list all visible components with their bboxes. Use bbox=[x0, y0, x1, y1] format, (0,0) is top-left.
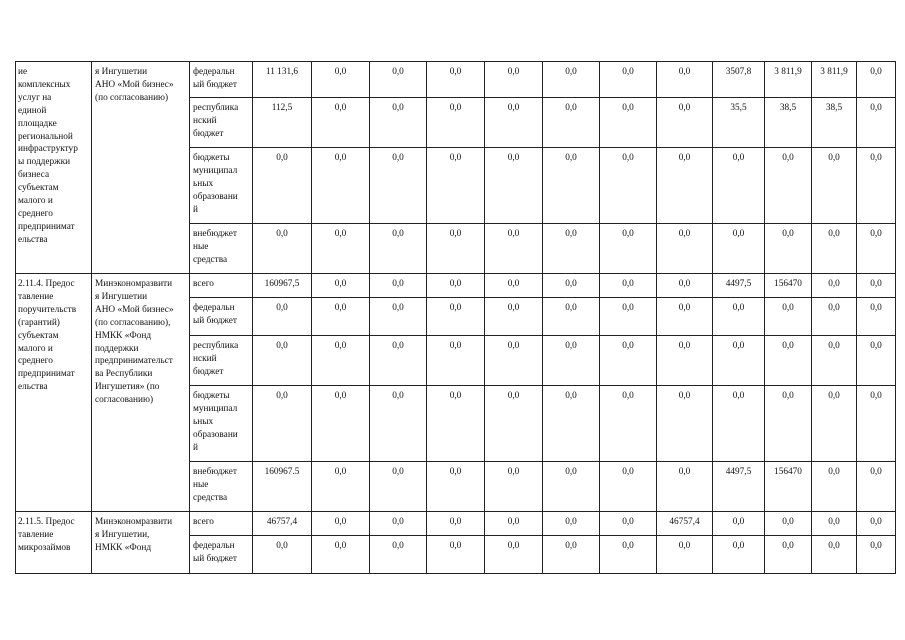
funding-source-cell: внебюджет ные средства bbox=[190, 462, 253, 512]
funding-source-cell: республика нский бюджет bbox=[190, 336, 253, 386]
value-cell: 0,0 bbox=[812, 298, 857, 336]
measure-name-cell: ие комплексных услуг на единой площадке региональной инфраструктур ы поддержки бизнеса субъектам малого и среднего предпринимат ельства bbox=[16, 62, 92, 274]
value-cell: 0,0 bbox=[543, 336, 600, 386]
value-cell: 0,0 bbox=[812, 274, 857, 298]
value-cell: 0,0 bbox=[370, 386, 427, 462]
value-cell: 0,0 bbox=[600, 386, 657, 462]
value-cell: 0,0 bbox=[812, 224, 857, 274]
value-cell: 0,0 bbox=[543, 148, 600, 224]
value-cell: 156470 bbox=[765, 462, 812, 512]
value-cell: 0,0 bbox=[543, 274, 600, 298]
value-cell: 0,0 bbox=[312, 386, 370, 462]
value-cell: 0,0 bbox=[485, 336, 543, 386]
value-cell: 4497,5 bbox=[713, 462, 765, 512]
value-cell: 0,0 bbox=[857, 224, 896, 274]
value-cell: 0,0 bbox=[600, 224, 657, 274]
value-cell: 0,0 bbox=[857, 512, 896, 536]
value-cell: 0,0 bbox=[600, 462, 657, 512]
value-cell: 0,0 bbox=[485, 298, 543, 336]
value-cell: 3 811,9 bbox=[812, 62, 857, 98]
value-cell: 0,0 bbox=[657, 298, 713, 336]
value-cell: 0,0 bbox=[765, 298, 812, 336]
value-cell: 0,0 bbox=[253, 298, 312, 336]
value-cell: 0,0 bbox=[543, 536, 600, 574]
value-cell: 0,0 bbox=[370, 512, 427, 536]
value-cell: 0,0 bbox=[657, 462, 713, 512]
value-cell: 0,0 bbox=[713, 536, 765, 574]
value-cell: 0,0 bbox=[713, 386, 765, 462]
value-cell: 38,5 bbox=[765, 98, 812, 148]
value-cell: 3 811,9 bbox=[765, 62, 812, 98]
value-cell: 0,0 bbox=[765, 386, 812, 462]
value-cell: 0,0 bbox=[427, 336, 485, 386]
value-cell: 3507,8 bbox=[713, 62, 765, 98]
value-cell: 0,0 bbox=[857, 536, 896, 574]
value-cell: 0,0 bbox=[485, 274, 543, 298]
value-cell: 0,0 bbox=[312, 274, 370, 298]
value-cell: 0,0 bbox=[253, 386, 312, 462]
value-cell: 0,0 bbox=[485, 536, 543, 574]
value-cell: 0,0 bbox=[657, 98, 713, 148]
value-cell: 11 131,6 bbox=[253, 62, 312, 98]
value-cell: 0,0 bbox=[657, 386, 713, 462]
value-cell: 0,0 bbox=[657, 336, 713, 386]
value-cell: 0,0 bbox=[765, 512, 812, 536]
value-cell: 0,0 bbox=[312, 336, 370, 386]
value-cell: 0,0 bbox=[543, 298, 600, 336]
value-cell: 0,0 bbox=[370, 148, 427, 224]
value-cell: 0,0 bbox=[657, 274, 713, 298]
value-cell: 0,0 bbox=[600, 98, 657, 148]
value-cell: 0,0 bbox=[427, 274, 485, 298]
executor-cell: Минэкономразвити я Ингушетии АНО «Мой бизнес» (по согласованию), НМКК «Фонд поддержки предпринимательст ва Республики Ингушетия» (по согласованию) bbox=[92, 274, 190, 512]
value-cell: 0,0 bbox=[427, 224, 485, 274]
executor-cell: я Ингушетии АНО «Мой бизнес» (по согласованию) bbox=[92, 62, 190, 274]
funding-source-cell: бюджеты муниципал ьных образовани й bbox=[190, 148, 253, 224]
value-cell: 0,0 bbox=[543, 512, 600, 536]
value-cell: 0,0 bbox=[427, 62, 485, 98]
value-cell: 0,0 bbox=[857, 148, 896, 224]
value-cell: 0,0 bbox=[812, 462, 857, 512]
value-cell: 0,0 bbox=[312, 298, 370, 336]
value-cell: 0,0 bbox=[765, 536, 812, 574]
value-cell: 0,0 bbox=[253, 148, 312, 224]
value-cell: 35,5 bbox=[713, 98, 765, 148]
value-cell: 0,0 bbox=[543, 224, 600, 274]
value-cell: 0,0 bbox=[600, 62, 657, 98]
table-row bbox=[16, 62, 896, 98]
table-body bbox=[16, 62, 896, 574]
funding-source-cell: федеральн ый бюджет bbox=[190, 298, 253, 336]
value-cell: 160967,5 bbox=[253, 274, 312, 298]
value-cell: 0,0 bbox=[600, 512, 657, 536]
value-cell: 0,0 bbox=[657, 536, 713, 574]
value-cell: 38,5 bbox=[812, 98, 857, 148]
value-cell: 0,0 bbox=[370, 298, 427, 336]
executor-cell: Минэкономразвити я Ингушетии, НМКК «Фонд bbox=[92, 512, 190, 574]
funding-source-cell: бюджеты муниципал ьных образовани й bbox=[190, 386, 253, 462]
value-cell: 156470 bbox=[765, 274, 812, 298]
value-cell: 112,5 bbox=[253, 98, 312, 148]
value-cell: 0,0 bbox=[485, 224, 543, 274]
value-cell: 0,0 bbox=[485, 148, 543, 224]
value-cell: 0,0 bbox=[812, 512, 857, 536]
value-cell: 0,0 bbox=[543, 98, 600, 148]
value-cell: 0,0 bbox=[370, 462, 427, 512]
value-cell: 0,0 bbox=[543, 62, 600, 98]
value-cell: 0,0 bbox=[600, 298, 657, 336]
value-cell: 0,0 bbox=[812, 148, 857, 224]
value-cell: 0,0 bbox=[543, 386, 600, 462]
value-cell: 0,0 bbox=[857, 298, 896, 336]
value-cell: 0,0 bbox=[312, 62, 370, 98]
value-cell: 0,0 bbox=[713, 224, 765, 274]
value-cell: 0,0 bbox=[600, 536, 657, 574]
value-cell: 0,0 bbox=[812, 336, 857, 386]
value-cell: 0,0 bbox=[427, 98, 485, 148]
value-cell: 0,0 bbox=[857, 336, 896, 386]
value-cell: 0,0 bbox=[427, 462, 485, 512]
value-cell: 0,0 bbox=[812, 536, 857, 574]
value-cell: 0,0 bbox=[370, 274, 427, 298]
value-cell: 46757,4 bbox=[253, 512, 312, 536]
value-cell: 0,0 bbox=[312, 536, 370, 574]
value-cell: 0,0 bbox=[427, 298, 485, 336]
value-cell: 0,0 bbox=[765, 148, 812, 224]
value-cell: 0,0 bbox=[713, 512, 765, 536]
value-cell: 0,0 bbox=[657, 224, 713, 274]
value-cell: 0,0 bbox=[485, 62, 543, 98]
value-cell: 0,0 bbox=[857, 386, 896, 462]
value-cell: 0,0 bbox=[713, 148, 765, 224]
value-cell: 0,0 bbox=[370, 336, 427, 386]
funding-source-cell: федеральн ый бюджет bbox=[190, 536, 253, 574]
value-cell: 0,0 bbox=[600, 336, 657, 386]
value-cell: 0,0 bbox=[427, 536, 485, 574]
value-cell: 0,0 bbox=[370, 224, 427, 274]
table-row bbox=[16, 274, 896, 298]
value-cell: 46757,4 bbox=[657, 512, 713, 536]
value-cell: 0,0 bbox=[713, 298, 765, 336]
value-cell: 4497,5 bbox=[713, 274, 765, 298]
value-cell: 0,0 bbox=[370, 62, 427, 98]
value-cell: 0,0 bbox=[427, 512, 485, 536]
measure-name-cell: 2.11.4. Предос тавление поручительств (гарантий) субъектам малого и среднего предпринимат ельства bbox=[16, 274, 92, 512]
value-cell: 0,0 bbox=[713, 336, 765, 386]
value-cell: 0,0 bbox=[857, 62, 896, 98]
value-cell: 0,0 bbox=[253, 536, 312, 574]
funding-source-cell: всего bbox=[190, 274, 253, 298]
value-cell: 0,0 bbox=[427, 148, 485, 224]
value-cell: 0,0 bbox=[370, 536, 427, 574]
funding-source-cell: республика нский бюджет bbox=[190, 98, 253, 148]
funding-source-cell: внебюджет ные средства bbox=[190, 224, 253, 274]
value-cell: 0,0 bbox=[253, 224, 312, 274]
value-cell: 0,0 bbox=[857, 462, 896, 512]
value-cell: 0,0 bbox=[312, 462, 370, 512]
value-cell: 0,0 bbox=[253, 336, 312, 386]
value-cell: 0,0 bbox=[312, 512, 370, 536]
value-cell: 0,0 bbox=[857, 98, 896, 148]
value-cell: 0,0 bbox=[600, 274, 657, 298]
value-cell: 0,0 bbox=[657, 62, 713, 98]
value-cell: 0,0 bbox=[312, 98, 370, 148]
value-cell: 0,0 bbox=[812, 386, 857, 462]
measure-name-cell: 2.11.5. Предос тавление микрозаймов bbox=[16, 512, 92, 574]
value-cell: 0,0 bbox=[485, 98, 543, 148]
value-cell: 0,0 bbox=[427, 386, 485, 462]
value-cell: 0,0 bbox=[600, 148, 657, 224]
value-cell: 0,0 bbox=[543, 462, 600, 512]
table-row bbox=[16, 512, 896, 536]
value-cell: 0,0 bbox=[765, 336, 812, 386]
funding-source-cell: федеральн ый бюджет bbox=[190, 62, 253, 98]
value-cell: 0,0 bbox=[485, 386, 543, 462]
budget-table bbox=[15, 61, 896, 574]
value-cell: 160967.5 bbox=[253, 462, 312, 512]
value-cell: 0,0 bbox=[485, 512, 543, 536]
value-cell: 0,0 bbox=[312, 224, 370, 274]
funding-source-cell: всего bbox=[190, 512, 253, 536]
value-cell: 0,0 bbox=[765, 224, 812, 274]
value-cell: 0,0 bbox=[857, 274, 896, 298]
value-cell: 0,0 bbox=[312, 148, 370, 224]
value-cell: 0,0 bbox=[370, 98, 427, 148]
value-cell: 0,0 bbox=[657, 148, 713, 224]
value-cell: 0,0 bbox=[485, 462, 543, 512]
